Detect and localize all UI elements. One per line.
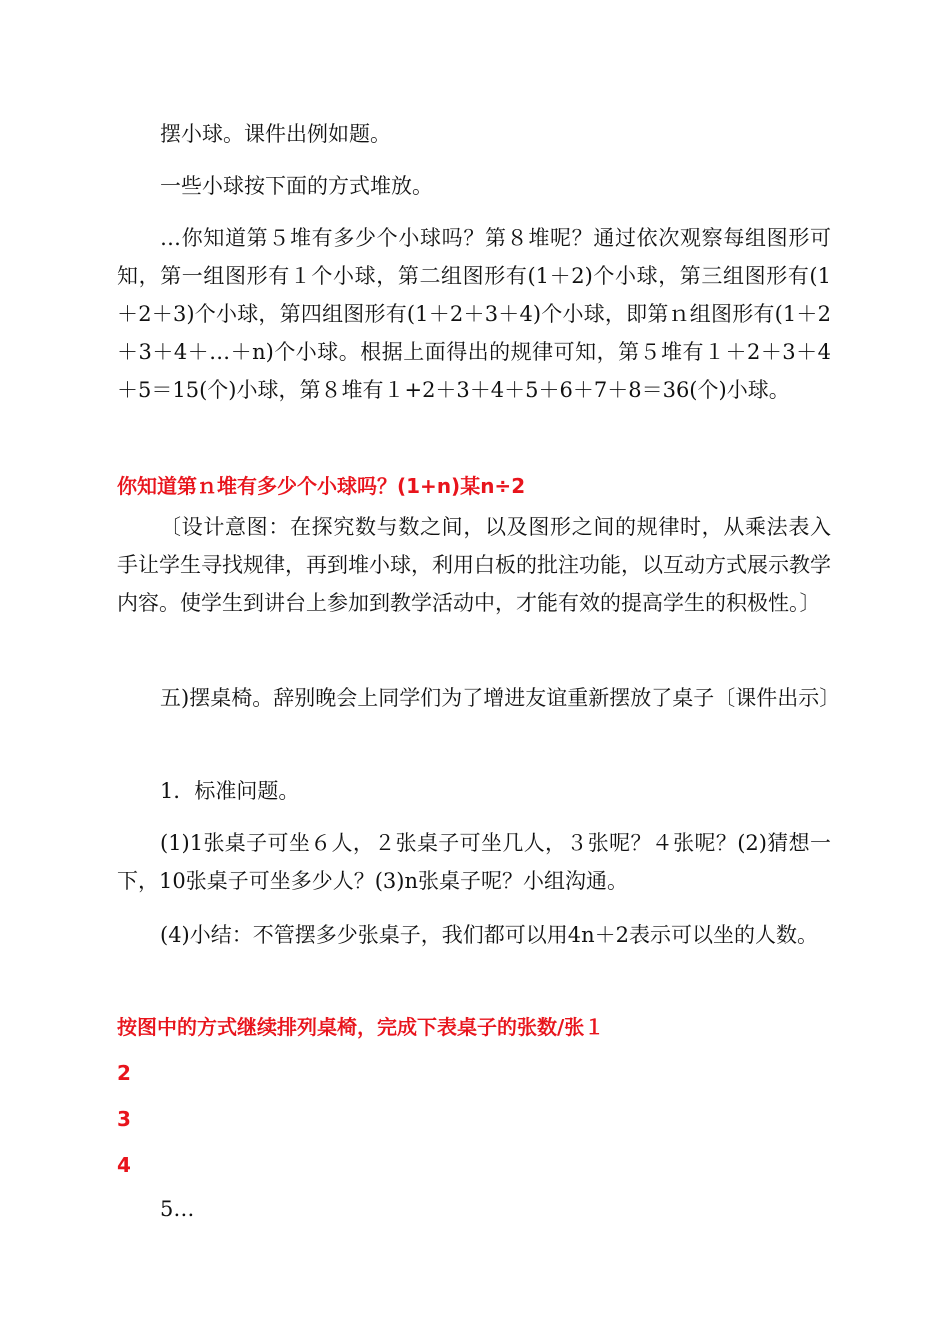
paragraph-five: 5… <box>160 1197 195 1221</box>
red-number-4: 4 <box>117 1153 131 1177</box>
paragraph-intro: 摆小球。课件出例如题。 <box>160 122 391 146</box>
paragraph-ball-pattern: …你知道第５堆有多少个小球吗？第８堆呢？通过依次观察每组图形可知，第一组图形有１个小球，第二组图形有(1＋2)个小球，第三组图形有(1＋2＋3)个小球，第四组图形有(1＋2＋3＋4)个小球，即第ｎ组图形有(1＋2＋3＋4＋…＋n)个小球。根据上面得出的规律可知，第５堆有１＋2＋3＋4＋5＝15(个)小球，第８堆有１+2＋3＋4＋5＋6＋7＋8＝36(个)小球。 <box>117 226 831 402</box>
red-heading-table: 按图中的方式继续排列桌椅，完成下表桌子的张数/张１ <box>117 1015 605 1039</box>
paragraph-summary: (4)小结：不管摆多少张桌子，我们都可以用4n＋2表示可以坐的人数。 <box>160 923 818 947</box>
red-number-2: 2 <box>117 1061 131 1085</box>
red-number-3: 3 <box>117 1107 131 1131</box>
paragraph-questions: (1)1张桌子可坐６人，２张桌子可坐几人，３张呢？４张呢？(2)猜想一下，10张桌子可坐多少人？(3)n张桌子呢？小组沟通。 <box>117 831 831 893</box>
red-heading-nth-pile: 你知道第ｎ堆有多少个小球吗？(1+n)某n÷2 <box>117 474 526 498</box>
paragraph-standard-question: 1．标准问题。 <box>160 779 300 803</box>
paragraph-tables-chairs: 五)摆桌椅。辞别晚会上同学们为了增进友谊重新摆放了桌子〔课件出示〕 <box>160 686 841 710</box>
paragraph-stacking: 一些小球按下面的方式堆放。 <box>160 174 433 198</box>
paragraph-design-intent: 〔设计意图：在探究数与数之间，以及图形之间的规律时，从乘法表入手让学生寻找规律，再到堆小球，利用白板的批注功能，以互动方式展示教学内容。使学生到讲台上参加到教学活动中，才能有效的提高学生的积极性。〕 <box>117 515 831 615</box>
